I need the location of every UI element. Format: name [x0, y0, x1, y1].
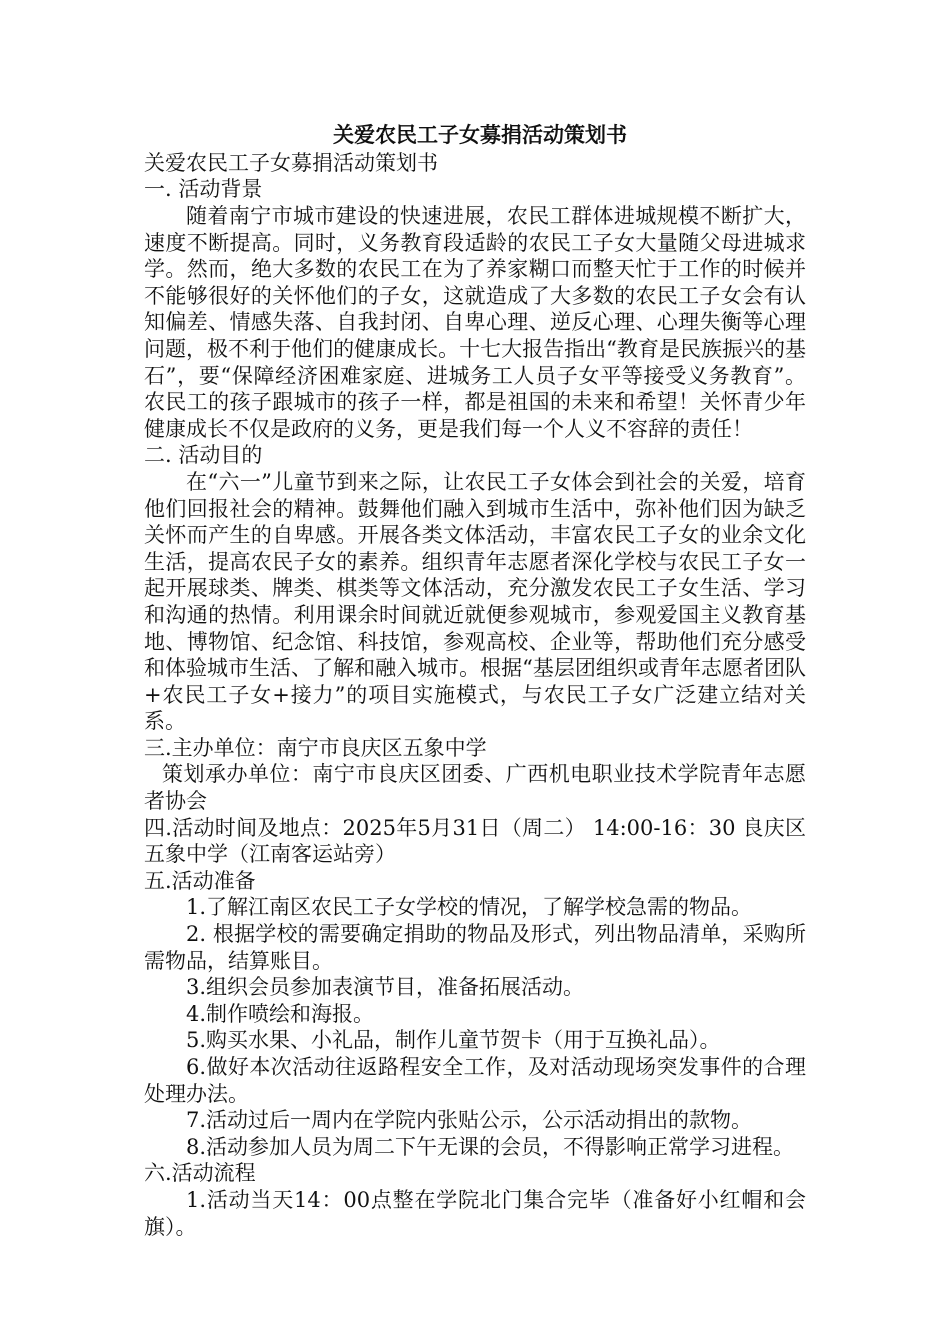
preparation-item: 7.活动过后一周内在学院内张贴公示，公示活动捐出的款物。: [186, 1108, 753, 1133]
section-heading-process: 六.活动流程: [144, 1161, 256, 1186]
section-heading-background: 一. 活动背景: [144, 177, 263, 202]
document-title: 关爱农民工子女募捐活动策划书: [333, 122, 627, 147]
section-body-purpose: 在“六一”儿童节到来之际，让农民工子女体会到社会的关爱，培育他们回报社会的精神。鼓舞他们融入到城市生活中，弥补他们因为缺乏关怀而产生的自卑感。开展各类文体活动，丰富农民工子女的业余文化生活，提高农民子女的素养。组织青年志愿者深化学校与农民工子女一起开展球类、牌类、棋类等文体活动，充分激发农民工子女生活、学习和沟通的热情。利用课余时间就近就便参观城市，参观爱国主义教育基地、博物馆、纪念馆、科技馆，参观高校、企业等，帮助他们充分感受和体验城市生活、了解和融入城市。根据“基层团组织或青年志愿者团队+农民工子女+接力”的项目实施模式，与农民工子女广泛建立结对关系。: [144, 469, 806, 734]
section-time-place: 四.活动时间及地点：2025年5月31日（周二） 14:00-16：30 良庆区五象中学（江南客运站旁）: [144, 815, 806, 867]
process-item: 1.活动当天14：00点整在学院北门集合完毕（准备好小红帽和会旗）。: [144, 1187, 806, 1239]
preparation-item: 3.组织会员参加表演节目，准备拓展活动。: [186, 975, 585, 1000]
section-heading-preparation: 五.活动准备: [144, 868, 256, 893]
preparation-item: 4.制作喷绘和海报。: [186, 1001, 375, 1026]
section-organizer: 三.主办单位：南宁市良庆区五象中学: [144, 735, 487, 760]
section-body-background: 随着南宁市城市建设的快速进展，农民工群体进城规模不断扩大，速度不断提高。同时，义务教育段适龄的农民工子女大量随父母进城求学。然而，绝大多数的农民工在为了养家糊口而整天忙于工作的时候并不能够很好的关怀他们的子女，这就造成了大多数的农民工子女会有认知偏差、情感失落、自我封闭、自卑心理、逆反心理、心理失衡等心理问题，极不利于他们的健康成长。十七大报告指出“教育是民族振兴的基石”，要“保障经济困难家庭、进城务工人员子女平等接受义务教育”。农民工的孩子跟城市的孩子一样，都是祖国的未来和希望！关怀青少年健康成长不仅是政府的义务，更是我们每一个人义不容辞的责任！: [144, 204, 806, 441]
preparation-item: 2. 根据学校的需要确定捐助的物品及形式，列出物品清单，采购所需物品，结算账目。: [144, 922, 806, 973]
preparation-item: 6.做好本次活动往返路程安全工作，及对活动现场突发事件的合理处理办法。: [144, 1055, 806, 1106]
section-undertaker: 策划承办单位：南宁市良庆区团委、广西机电职业技术学院青年志愿者协会: [144, 762, 806, 814]
preparation-item: 5.购买水果、小礼品，制作儿童节贺卡（用于互换礼品）。: [186, 1028, 721, 1053]
section-heading-purpose: 二. 活动目的: [144, 443, 263, 468]
document-content: [144, 120, 806, 1240]
preparation-item: 1.了解江南区农民工子女学校的情况，了解学校急需的物品。: [186, 895, 753, 920]
preparation-item: 8.活动参加人员为周二下午无课的会员，不得影响正常学习进程。: [186, 1134, 795, 1159]
document-subtitle: 关爱农民工子女募捐活动策划书: [144, 151, 438, 175]
